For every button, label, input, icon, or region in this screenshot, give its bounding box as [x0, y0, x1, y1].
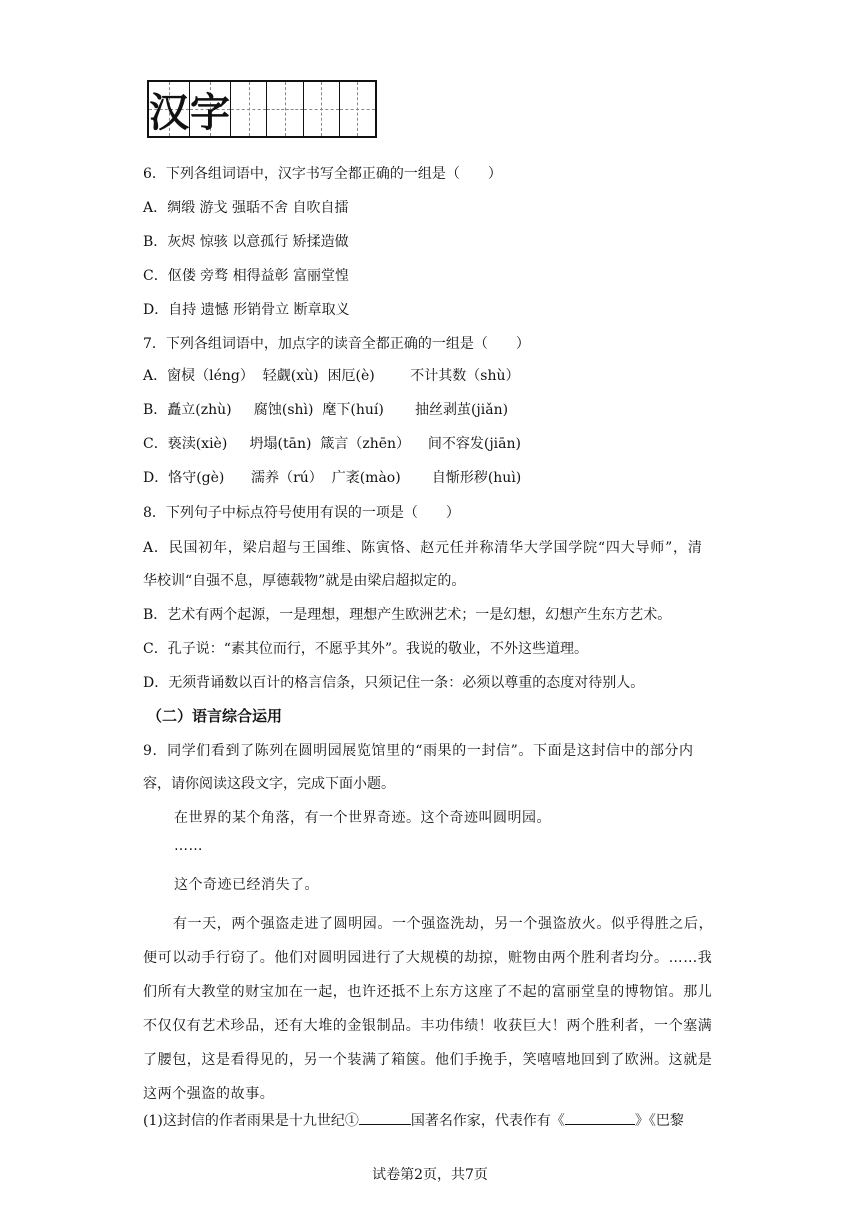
question-7-option-d: D．恪守(gè) 濡养（rú） 广袤(mào) 自惭形秽(huì) — [143, 470, 522, 486]
question-8-option-c: C．孔子说：“素其位而行，不愿乎其外”。我说的敬业，不外这些道理。 — [143, 641, 589, 657]
question-9-stem-line1: 9．同学们看到了陈列在圆明园展览馆里的“雨果的一封信”。下面是这封信中的部分内 — [143, 743, 694, 759]
question-8-stem: 8．下列句子中标点符号使用有误的一项是（ ） — [143, 505, 460, 521]
question-6-option-b: B．灰烬 惊骇 以意孤行 矫揉造做 — [143, 234, 349, 250]
question-7-option-a: A．窗棂（léng） 轻觑(xù) 困厄(è) 不计其数（shù） — [143, 368, 520, 384]
page-footer: 试卷第2页，共7页 — [372, 1167, 488, 1183]
answer-blank-2[interactable] — [565, 1110, 635, 1125]
grid-cell: 汉 — [149, 82, 190, 136]
grid-cell: 字 — [190, 82, 231, 136]
question-8-option-a-line1: A．民国初年，梁启超与王国维、陈寅恪、赵元任并称清华大学国学院“四大导师”，清 — [143, 540, 703, 556]
answer-blank-1[interactable] — [359, 1110, 411, 1125]
question-6-stem: 6．下列各组词语中，汉字书写全都正确的一组是（ ） — [143, 166, 502, 182]
grid-cell — [304, 82, 340, 136]
letter-paragraph-1: 在世界的某个角落，有一个世界奇迹。这个奇迹叫圆明园。 — [174, 810, 551, 826]
letter-paragraph-2: 这个奇迹已经消失了。 — [174, 877, 319, 893]
question-7-stem: 7．下列各组词语中，加点字的读音全都正确的一组是（ ） — [143, 336, 530, 352]
question-7-option-c: C．亵渎(xiè) 坍塌(tān) 箴言（zhēn） 间不容发(jiān) — [143, 436, 521, 452]
question-8-option-d: D．无须背诵数以百计的格言信条，只须记住一条：必须以尊重的态度对待别人。 — [143, 675, 645, 691]
question-9-stem-line2: 容，请你阅读这段文字，完成下面小题。 — [143, 776, 395, 792]
question-7-option-b: B．矗立(zhù) 腐蚀(shì) 麾下(huí) 抽丝剥茧(jiǎn) — [143, 402, 509, 418]
question-6-option-a: A．绸缎 游戈 强聒不舍 自吹自擂 — [143, 200, 349, 216]
grid-cell — [231, 82, 267, 136]
letter-ellipsis: …… — [174, 838, 203, 854]
section-title: （二）语言综合运用 — [147, 707, 283, 725]
question-9-sub-1: (1)这封信的作者雨果是十九世纪① 国著名作家，代表作有《 》《巴黎 — [143, 1110, 684, 1130]
grid-cell — [267, 82, 303, 136]
question-8-option-b: B．艺术有两个起源，一是理想，理想产生欧洲艺术；一是幻想，幻想产生东方艺术。 — [143, 607, 672, 623]
grid-cell — [340, 82, 375, 136]
question-6-option-d: D．自持 遗憾 形销骨立 断章取义 — [143, 302, 350, 318]
question-8-option-a-line2: 华校训“自强不息，厚德载物”就是由梁启超拟定的。 — [143, 573, 466, 589]
question-6-option-c: C．伛偻 旁骛 相得益彰 富丽堂惶 — [143, 268, 350, 284]
letter-paragraph-3: 有一天，两个强盗走进了圆明园。一个强盗洗劫，另一个强盗放火。似乎得胜之后，便可以动手行窃了。他们对圆明园进行了大规模的劫掠，赃物由两个胜利者均分。……我们所有大教堂的财宝加在一起，也许还抵不上东方这座了不起的富丽堂皇的博物馆。那儿不仅仅有艺术珍品，还有大堆的金银制品。丰功伟绩！收获巨大！两个胜利者，一个塞满了腰包，这是看得见的，另一个装满了箱箧。他们手挽手，笑嘻嘻地回到了欧洲。这就是这两个强盗的故事。 — [143, 916, 714, 1102]
hanzi-writing-grid — [147, 80, 377, 138]
